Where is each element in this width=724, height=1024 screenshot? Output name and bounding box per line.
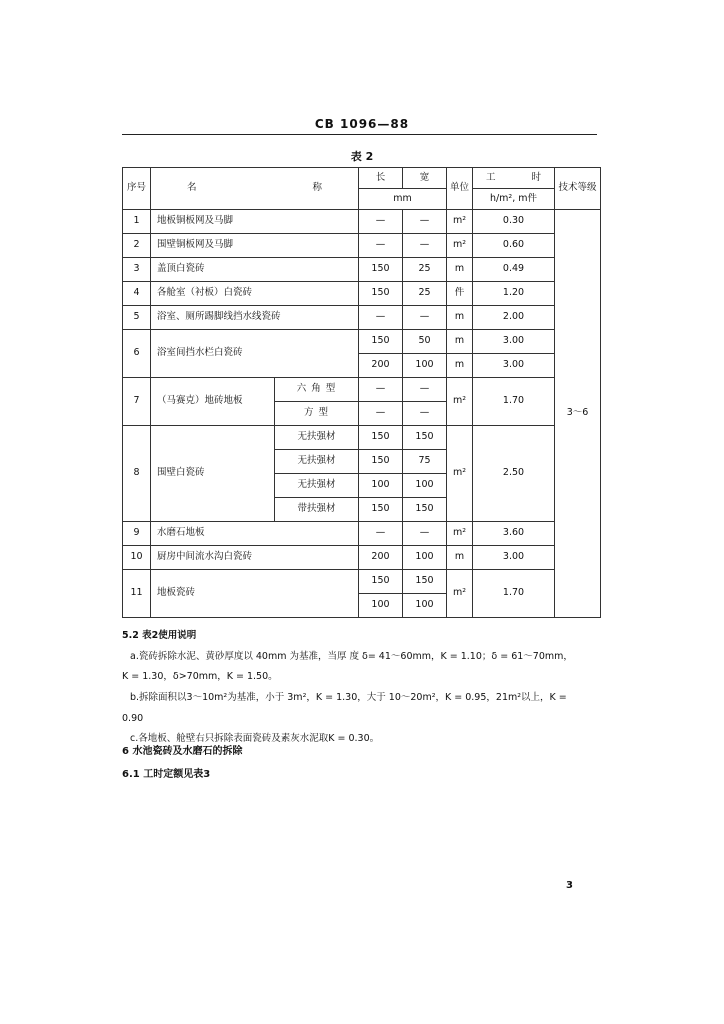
row-unit: m² [447, 522, 473, 546]
row-no: 1 [123, 210, 151, 234]
row-type: 带扶强材 [275, 498, 359, 522]
row-width: 100 [403, 546, 447, 570]
document-code: CB 1096—88 [314, 117, 410, 131]
row-name: 地板瓷砖 [151, 570, 359, 618]
row-no: 5 [123, 306, 151, 330]
note-a-line1: a.瓷砖拆除水泥、黄砂厚度以 40mm 为基准，当厚 度 δ= 41～60mm，K = 1.10；δ = 61～70mm， [130, 650, 573, 662]
row-hours: 2.00 [473, 306, 555, 330]
subsection-title: 6.1 工时定额见表3 [122, 769, 211, 780]
row-width: 150 [403, 570, 447, 594]
hours-header-a: 工 [485, 171, 496, 183]
row-unit: m [447, 546, 473, 570]
row-length: — [359, 522, 403, 546]
row-width: — [403, 234, 447, 258]
row-no: 10 [123, 546, 151, 570]
row-unit: m² [447, 378, 473, 426]
row-hours: 0.49 [473, 258, 555, 282]
row-name: 盖顶白瓷砖 [151, 258, 359, 282]
row-length: 150 [359, 450, 403, 474]
row-unit: m² [447, 426, 473, 522]
row-unit: m [447, 258, 473, 282]
unit-header: 单位 [447, 168, 473, 210]
row-width: 75 [403, 450, 447, 474]
row-name: （马赛克）地砖地板 [151, 378, 275, 426]
row-type: 方 型 [275, 402, 359, 426]
notes-title: 5.2 表2使用说明 [122, 630, 197, 641]
row-width: 50 [403, 330, 447, 354]
grade-value: 3～6 [555, 210, 601, 618]
row-length: 150 [359, 282, 403, 306]
usage-notes [122, 628, 600, 752]
row-hours: 1.70 [473, 570, 555, 618]
row-no: 6 [123, 330, 151, 378]
row-unit: m² [447, 234, 473, 258]
row-unit: m² [447, 570, 473, 618]
table-caption: 表 2 [350, 150, 374, 163]
row-no: 7 [123, 378, 151, 426]
table-row [123, 378, 601, 402]
hours-header-b: 时 [531, 171, 542, 183]
row-width: — [403, 402, 447, 426]
row-width: 25 [403, 258, 447, 282]
row-hours: 3.00 [473, 354, 555, 378]
row-unit: m [447, 354, 473, 378]
table-row [123, 570, 601, 594]
hours-header [473, 168, 555, 189]
row-width: 100 [403, 474, 447, 498]
note-c: c.各地板、舱壁右只拆除表面瓷砖及素灰水泥取K = 0.30。 [130, 733, 380, 745]
row-no: 8 [123, 426, 151, 522]
table-row [123, 546, 601, 570]
row-no: 2 [123, 234, 151, 258]
row-hours: 2.50 [473, 426, 555, 522]
row-no: 11 [123, 570, 151, 618]
row-length: 150 [359, 330, 403, 354]
row-name: 围壁白瓷砖 [151, 426, 275, 522]
name-header-b: 称 [312, 182, 323, 194]
row-width: 25 [403, 282, 447, 306]
row-type: 六 角 型 [275, 378, 359, 402]
table-row [123, 522, 601, 546]
table-row [123, 210, 601, 234]
row-unit: m² [447, 210, 473, 234]
note-b-line1: b.拆除面积以3～10m²为基准，小于 3m²，K = 1.30，大于 10～20m²，K = 0.95，21m²以上，K = [130, 691, 567, 703]
row-length: — [359, 402, 403, 426]
row-name: 浴室间挡水栏白瓷砖 [151, 330, 359, 378]
row-hours: 1.70 [473, 378, 555, 426]
row-width: — [403, 522, 447, 546]
row-no: 9 [123, 522, 151, 546]
row-length: 200 [359, 354, 403, 378]
row-name: 各舱室（衬板）白瓷砖 [151, 282, 359, 306]
row-name: 厨房中间流水沟白瓷砖 [151, 546, 359, 570]
row-hours: 0.30 [473, 210, 555, 234]
row-length: — [359, 378, 403, 402]
row-width: 150 [403, 498, 447, 522]
header-row [123, 168, 601, 189]
row-unit: 件 [447, 282, 473, 306]
row-width: 100 [403, 594, 447, 618]
row-no: 3 [123, 258, 151, 282]
row-length: — [359, 210, 403, 234]
section-title: 6 水池瓷砖及水磨石的拆除 [122, 746, 243, 757]
note-b-line2: 0.90 [122, 712, 144, 724]
mm-header: mm [359, 189, 447, 210]
row-width: — [403, 378, 447, 402]
header-rule [122, 134, 597, 135]
name-header [151, 168, 359, 210]
row-length: 100 [359, 594, 403, 618]
row-length: — [359, 306, 403, 330]
table-row [123, 258, 601, 282]
table-row [123, 282, 601, 306]
row-hours: 3.60 [473, 522, 555, 546]
row-width: 100 [403, 354, 447, 378]
table-row [123, 234, 601, 258]
row-width: — [403, 210, 447, 234]
row-hours: 3.00 [473, 330, 555, 354]
row-length: 100 [359, 474, 403, 498]
row-unit: m [447, 306, 473, 330]
row-width: — [403, 306, 447, 330]
table-row [123, 306, 601, 330]
row-hours: 1.20 [473, 282, 555, 306]
row-hours: 3.00 [473, 546, 555, 570]
row-name: 地板铜板网及马脚 [151, 210, 359, 234]
row-type: 无扶强材 [275, 474, 359, 498]
table-row [123, 426, 601, 450]
row-length: 150 [359, 498, 403, 522]
name-header-a: 名 [186, 182, 197, 194]
note-a-line2: K = 1.30，δ>70mm，K = 1.50。 [122, 671, 278, 683]
length-header: 长 [359, 168, 403, 189]
row-name: 围壁铜板网及马脚 [151, 234, 359, 258]
table-row [123, 330, 601, 354]
page-number: 3 [566, 880, 573, 891]
grade-header: 技术等级 [555, 168, 601, 210]
row-width: 150 [403, 426, 447, 450]
seq-header: 序号 [123, 168, 151, 210]
row-length: — [359, 234, 403, 258]
hours-unit-header: h/m², m件 [473, 189, 555, 210]
row-type: 无扶强材 [275, 450, 359, 474]
row-type: 无扶强材 [275, 426, 359, 450]
row-unit: m [447, 330, 473, 354]
row-hours: 0.60 [473, 234, 555, 258]
row-name: 浴室、厕所踢脚线挡水线瓷砖 [151, 306, 359, 330]
row-length: 200 [359, 546, 403, 570]
row-name: 水磨石地板 [151, 522, 359, 546]
row-length: 150 [359, 570, 403, 594]
width-header: 宽 [403, 168, 447, 189]
row-no: 4 [123, 282, 151, 306]
row-length: 150 [359, 258, 403, 282]
work-hours-table [122, 167, 601, 618]
row-length: 150 [359, 426, 403, 450]
